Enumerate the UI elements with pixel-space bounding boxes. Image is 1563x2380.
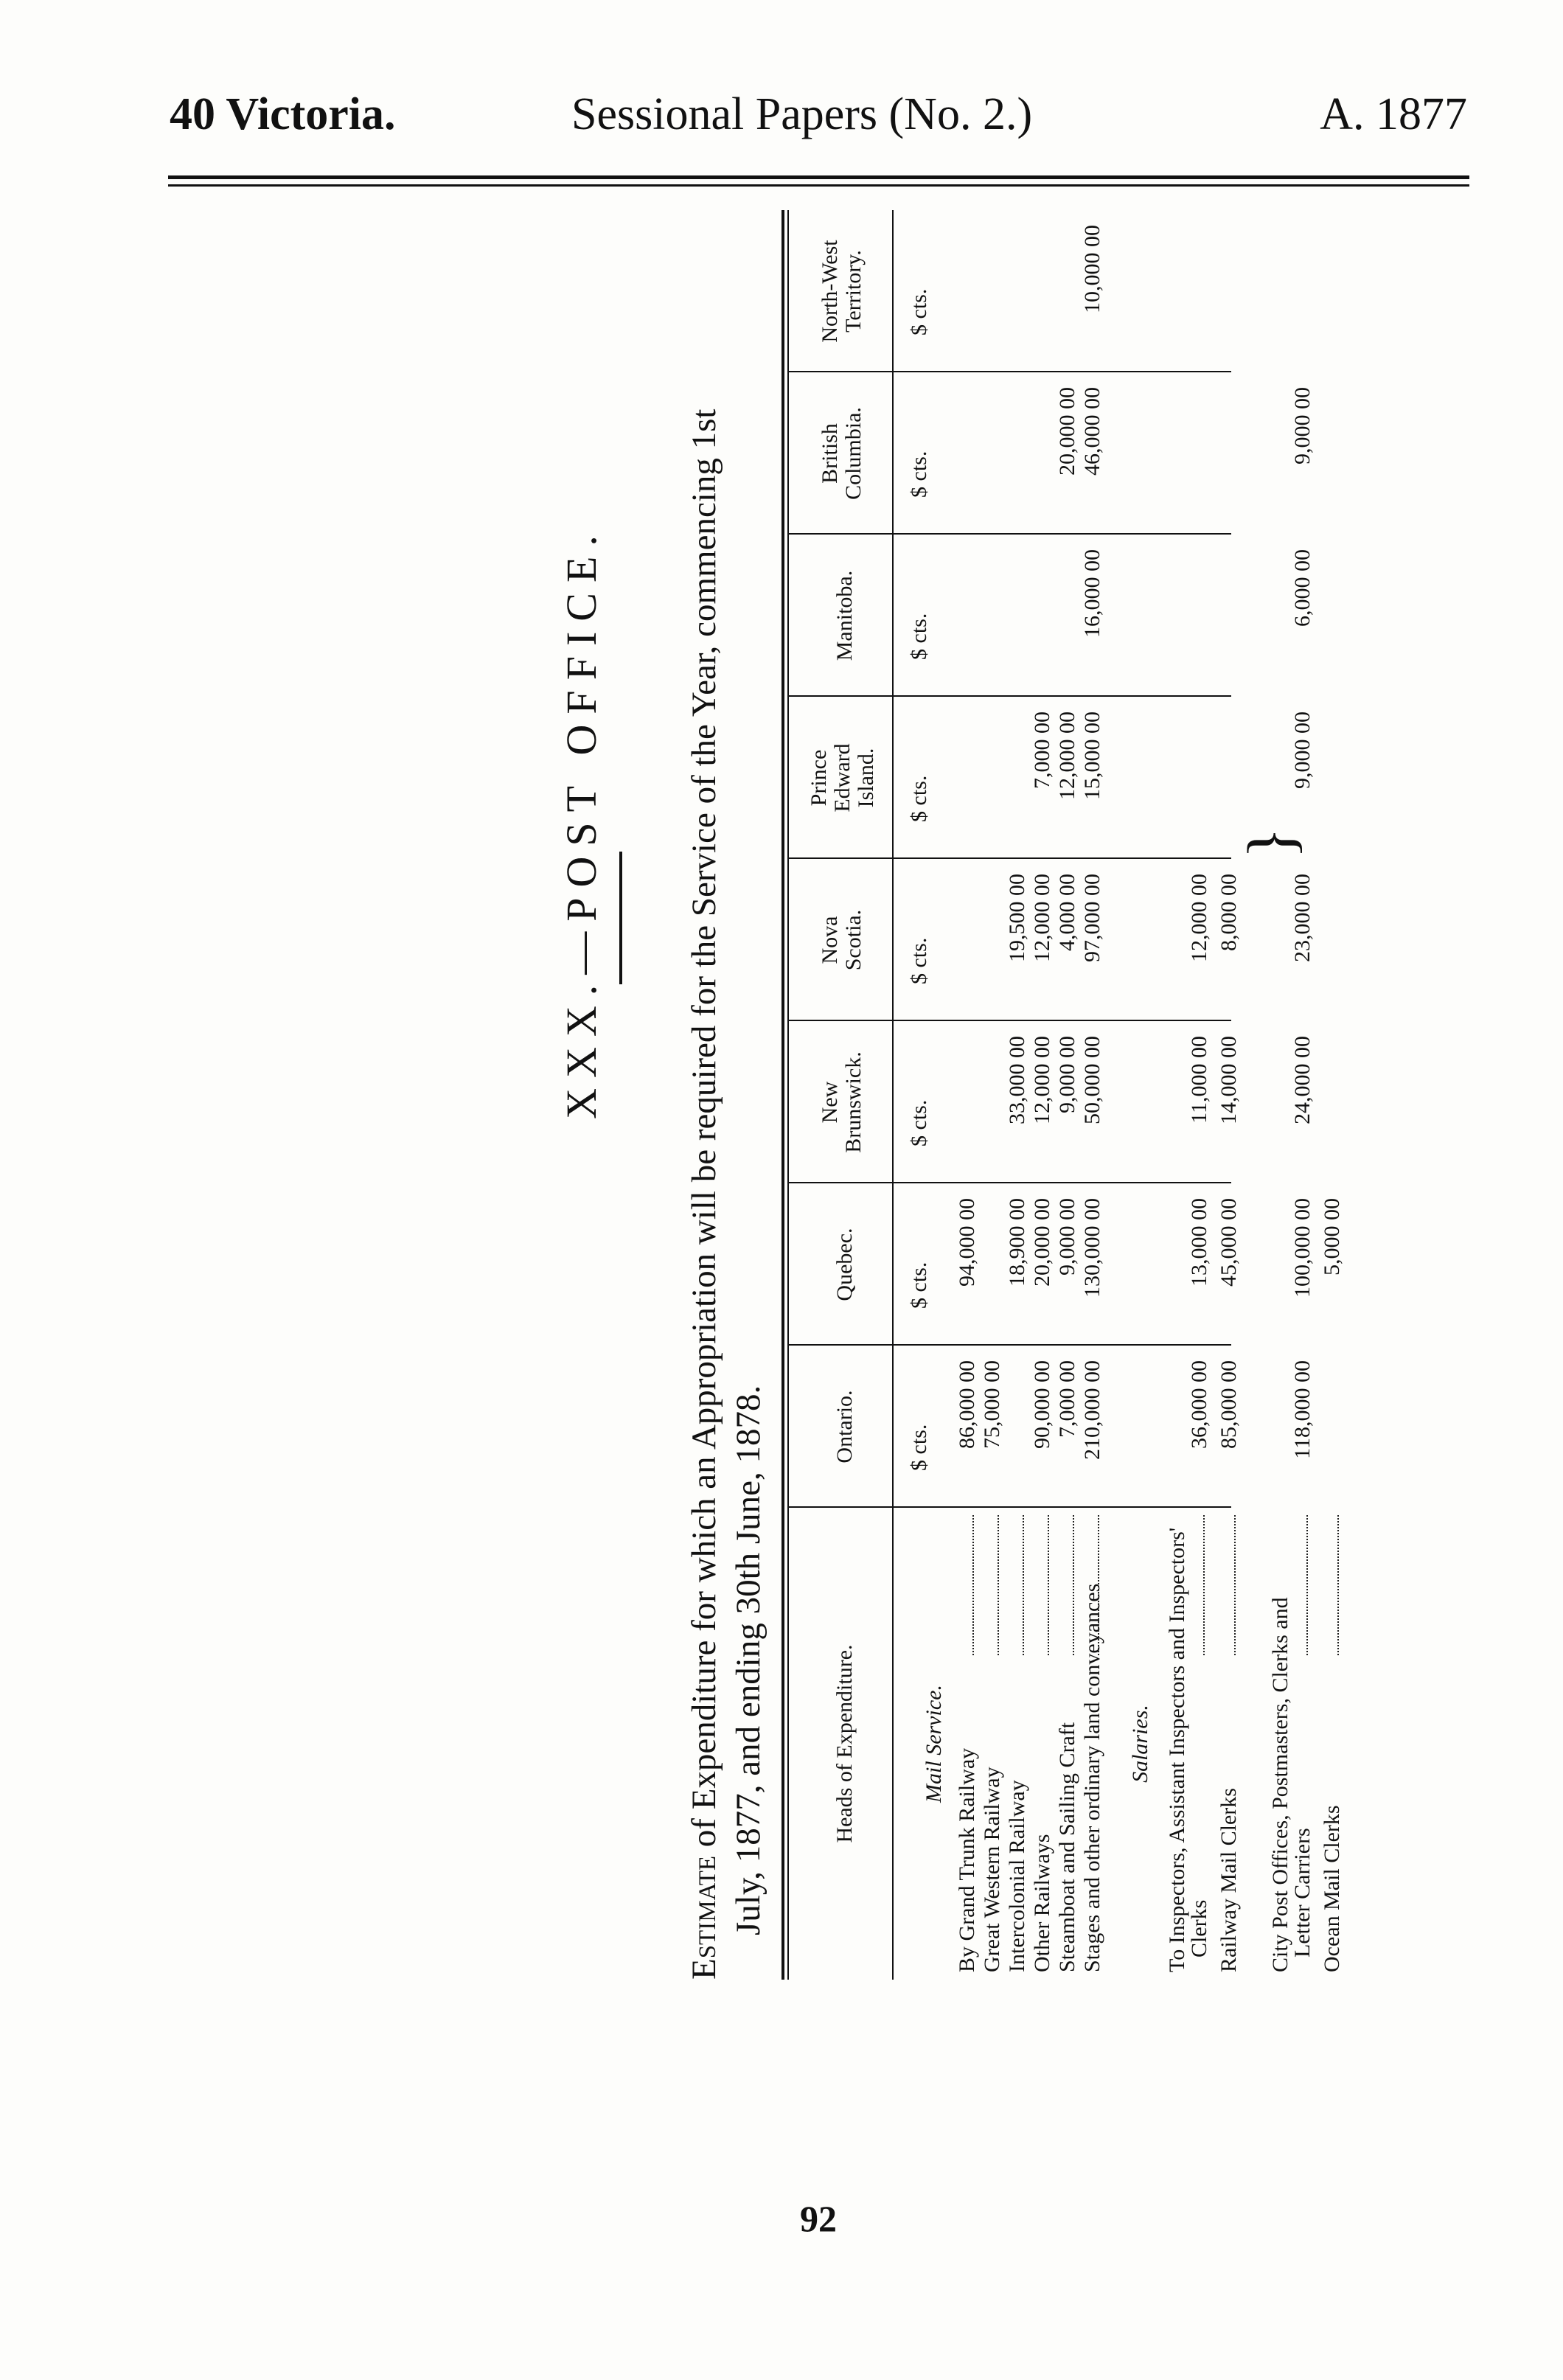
cell-quebec: 100,000 00	[1290, 1198, 1315, 1298]
cell-ns: 12,000 00	[1187, 874, 1211, 962]
cell-ns: 97,000 00	[1080, 874, 1104, 962]
expenditure-table	[782, 210, 1471, 1980]
leader-dots	[998, 1515, 999, 1655]
cell-ontario: 36,000 00	[1187, 1360, 1211, 1449]
unit-nwt: $ cts.	[907, 288, 931, 335]
header-rule	[168, 175, 1469, 179]
header-session: 40 Victoria.	[170, 89, 396, 139]
cell-bc: 20,000 00	[1055, 387, 1079, 476]
col-head-manitoba: Manitoba.	[832, 570, 857, 661]
leader-dots	[1073, 1515, 1074, 1655]
cell-pei: 9,000 00	[1290, 711, 1315, 789]
cell-ns: 23,000 00	[1290, 874, 1315, 962]
estimate-caption	[682, 210, 770, 1980]
leader-dots	[1098, 1515, 1099, 1655]
cell-ontario: 210,000 00	[1080, 1360, 1104, 1460]
page-number: 92	[800, 2198, 837, 2239]
cell-ns: 4,000 00	[1055, 874, 1079, 951]
cell-ontario: 90,000 00	[1030, 1360, 1054, 1449]
cell-nb: 12,000 00	[1030, 1036, 1054, 1124]
unit-ns: $ cts.	[907, 937, 931, 984]
unit-quebec: $ cts.	[907, 1262, 931, 1309]
cell-nwt: 10,000 00	[1080, 225, 1104, 313]
cell-ns: 8,000 00	[1216, 874, 1241, 951]
col-head-ontario: Ontario.	[832, 1390, 857, 1464]
section-mail-service: Mail Service.	[922, 1685, 946, 1803]
cell-pei: 7,000 00	[1030, 711, 1054, 789]
row-label: Stages and other ordinary land conveyances	[1080, 1583, 1104, 1972]
unit-ontario: $ cts.	[907, 1424, 931, 1471]
cell-ontario: 85,000 00	[1216, 1360, 1241, 1449]
leader-dots	[972, 1515, 974, 1655]
header-year: A. 1877	[1320, 89, 1467, 139]
cell-quebec: 9,000 00	[1055, 1198, 1079, 1276]
col-head-ns-1: Nova	[818, 916, 842, 964]
row-label: By Grand Trunk Railway	[955, 1747, 979, 1972]
cell-nb: 11,000 00	[1187, 1036, 1211, 1124]
section-salaries: Salaries.	[1128, 1705, 1152, 1783]
cell-quebec: 5,000 00	[1320, 1198, 1344, 1276]
col-head-new-brunswick	[818, 1021, 866, 1183]
cell-pei: 12,000 00	[1055, 711, 1079, 800]
cell-nb: 50,000 00	[1080, 1036, 1104, 1124]
leader-dots	[1023, 1515, 1024, 1655]
cell-bc: 46,000 00	[1080, 387, 1104, 476]
caption-lead: Estimate	[685, 1855, 723, 1980]
col-head-bc-2: Columbia.	[841, 407, 866, 500]
row-label: Ocean Mail Clerks	[1320, 1805, 1344, 1972]
unit-manitoba: $ cts.	[907, 613, 931, 660]
col-head-pei-3: Island.	[854, 748, 878, 808]
table-top-rule-thin	[787, 210, 789, 1980]
caption-line2: July, 1877, and ending 30th June, 1878.	[729, 1385, 767, 1935]
cell-ns: 12,000 00	[1030, 874, 1054, 962]
col-head-nwt-2: Territory.	[841, 250, 866, 333]
col-head-pei-1: Prince	[807, 749, 831, 807]
brace-pei: }	[1235, 827, 1308, 859]
col-head-ns-2: Scotia.	[841, 909, 866, 971]
title-rule	[619, 852, 622, 984]
row-label: Other Railways	[1030, 1834, 1054, 1972]
header-rule-thin	[168, 184, 1469, 187]
row-label: Great Western Railway	[980, 1767, 1004, 1972]
cell-ontario: 75,000 00	[980, 1360, 1004, 1449]
col-head-nb-1: New	[818, 1081, 842, 1124]
col-head-bc-1: British	[818, 423, 842, 484]
col-head-pei	[807, 697, 878, 859]
cell-quebec: 18,900 00	[1005, 1198, 1029, 1287]
col-head-nwt-1: North-West	[818, 240, 842, 343]
cell-nb: 24,000 00	[1290, 1036, 1315, 1124]
row-label: City Post Offices, Postmasters, Clerks and	[1268, 1597, 1292, 1972]
cell-quebec: 45,000 00	[1216, 1198, 1241, 1287]
cell-ns: 19,500 00	[1005, 874, 1029, 962]
cell-nb: 14,000 00	[1216, 1036, 1241, 1124]
col-head-nb-2: Brunswick.	[841, 1051, 866, 1153]
leader-dots	[1306, 1515, 1308, 1655]
col-head-nwt	[818, 210, 866, 372]
row-label: Steamboat and Sailing Craft	[1055, 1722, 1079, 1972]
row-label: Intercolonial Railway	[1005, 1780, 1029, 1972]
col-head-quebec: Quebec.	[832, 1228, 857, 1301]
cell-nb: 9,000 00	[1055, 1036, 1079, 1113]
page-header	[170, 88, 1467, 155]
row-label: To Inspectors, Assistant Inspectors and Inspectors'	[1165, 1527, 1189, 1972]
col-head-nova-scotia	[818, 859, 866, 1021]
table-top-rule	[782, 210, 784, 1980]
cell-bc: 9,000 00	[1290, 387, 1315, 464]
cell-quebec: 94,000 00	[955, 1198, 979, 1287]
unit-pei: $ cts.	[907, 775, 931, 822]
col-head-heads: Heads of Expenditure.	[832, 1644, 857, 1843]
cell-quebec: 13,000 00	[1187, 1198, 1211, 1287]
unit-bc: $ cts.	[907, 450, 931, 498]
leader-dots	[1203, 1515, 1205, 1655]
cell-man: 6,000 00	[1290, 549, 1315, 627]
cell-ontario: 86,000 00	[955, 1360, 979, 1449]
cell-quebec: 130,000 00	[1080, 1198, 1104, 1298]
caption-line1: of Expenditure for which an Appropriation will be required for the Service of the Year, commencing 1st	[685, 408, 723, 1856]
row-label-continued: Clerks	[1187, 1899, 1211, 1958]
leader-dots	[1337, 1515, 1339, 1655]
col-head-bc	[818, 372, 866, 535]
unit-nb: $ cts.	[907, 1099, 931, 1146]
row-label-continued: Letter Carriers	[1290, 1828, 1315, 1958]
col-head-pei-2: Edward	[830, 743, 854, 813]
cell-pei: 15,000 00	[1080, 711, 1104, 800]
cell-man: 16,000 00	[1080, 549, 1104, 638]
leader-dots	[1048, 1515, 1049, 1655]
rotated-estimate-page	[173, 210, 1471, 2201]
leader-dots	[1234, 1515, 1236, 1655]
row-label: Railway Mail Clerks	[1216, 1788, 1241, 1972]
cell-ontario: 118,000 00	[1290, 1360, 1315, 1459]
header-series: Sessional Papers (No. 2.)	[571, 89, 1033, 139]
section-title: XXX.—POST OFFICE.	[557, 525, 605, 1119]
cell-nb: 33,000 00	[1005, 1036, 1029, 1124]
cell-ontario: 7,000 00	[1055, 1360, 1079, 1438]
header-bottom-rule	[892, 210, 894, 1980]
cell-quebec: 20,000 00	[1030, 1198, 1054, 1287]
